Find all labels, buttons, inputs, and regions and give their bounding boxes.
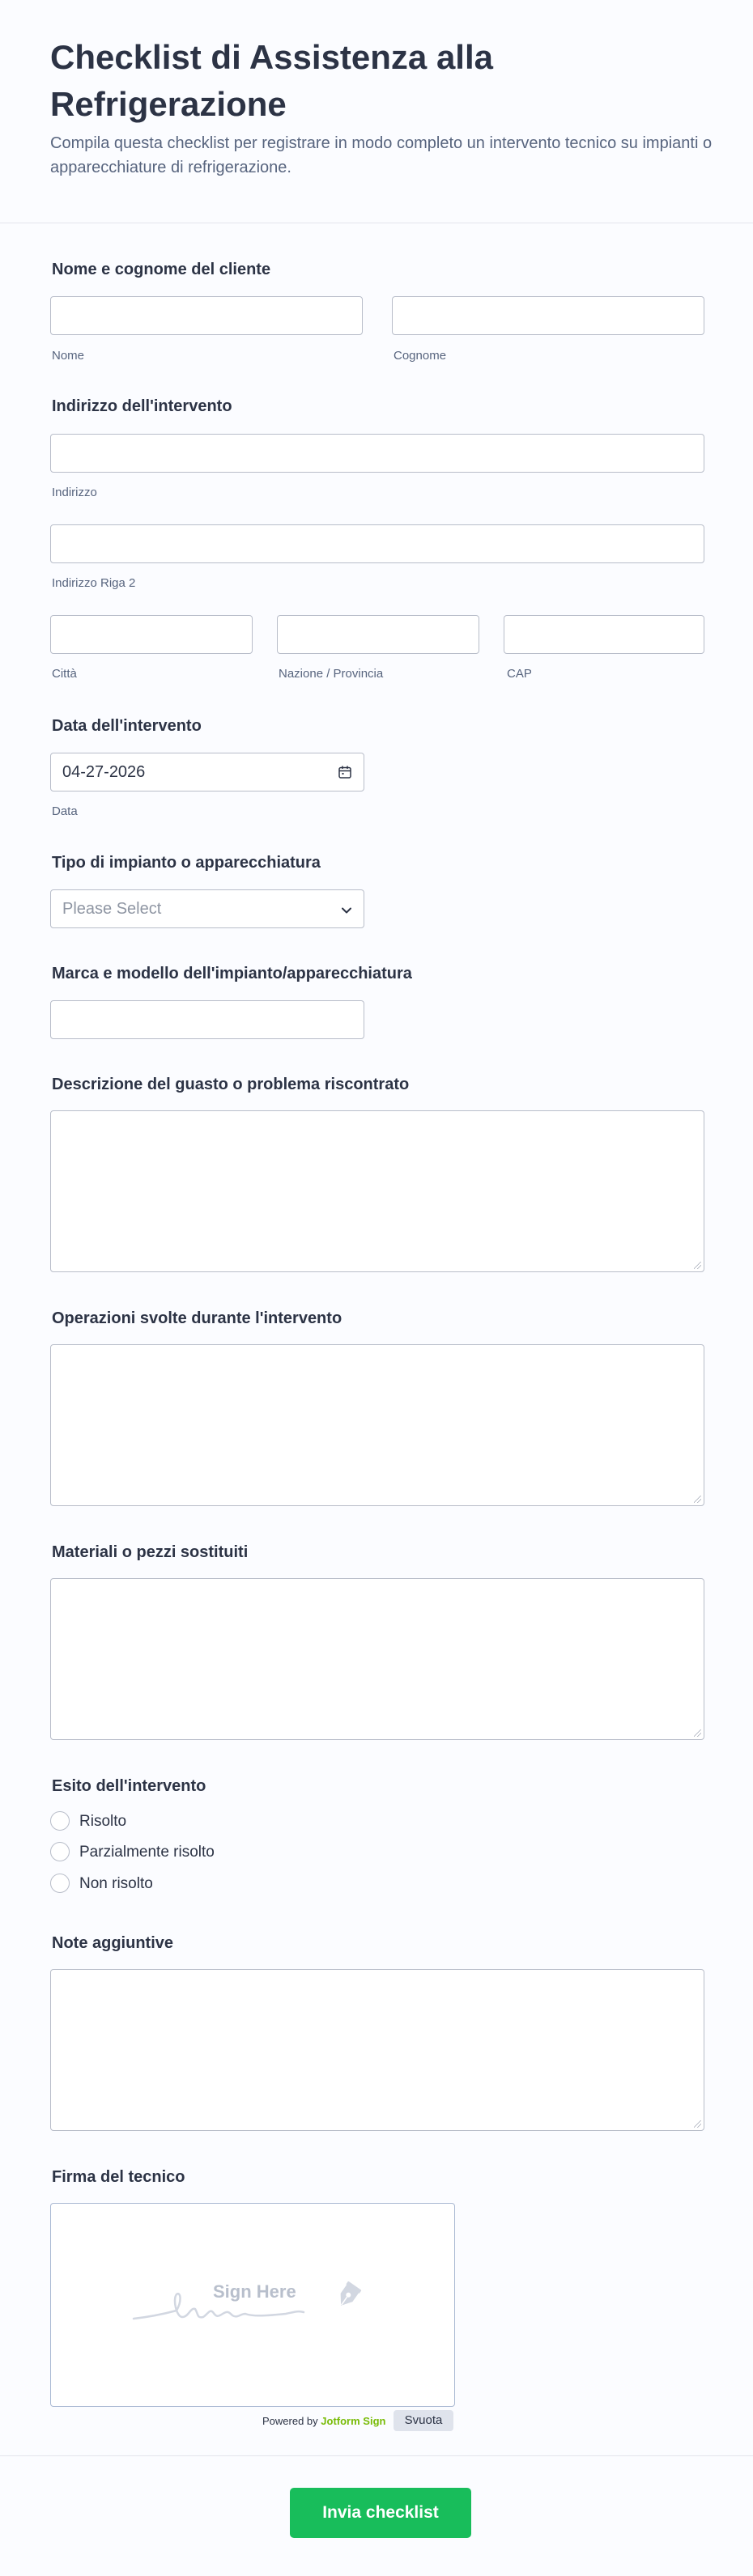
zip-input[interactable] bbox=[504, 615, 704, 654]
address-line1-input[interactable] bbox=[50, 434, 704, 473]
date-value: 04-27-2026 bbox=[62, 763, 146, 781]
first-name-sublabel: Nome bbox=[52, 349, 85, 363]
notes-label: Note aggiuntive bbox=[52, 1934, 174, 1952]
radio-circle[interactable] bbox=[50, 1874, 70, 1893]
equipment-type-select[interactable] bbox=[50, 889, 364, 928]
state-input[interactable] bbox=[277, 615, 479, 654]
fault-description-textarea[interactable] bbox=[50, 1110, 704, 1272]
powered-prefix: Powered by bbox=[262, 2415, 318, 2427]
radio-label: Non risolto bbox=[79, 1875, 153, 1892]
brand-model-input[interactable] bbox=[50, 1000, 364, 1039]
footer-divider bbox=[0, 2455, 753, 2456]
materials-label: Materiali o pezzi sostituiti bbox=[52, 1543, 249, 1561]
last-name-input[interactable] bbox=[392, 296, 704, 335]
outcome-label: Esito dell'intervento bbox=[52, 1777, 206, 1795]
clear-signature-button[interactable]: Svuota bbox=[394, 2410, 453, 2431]
address-label: Indirizzo dell'intervento bbox=[52, 397, 232, 415]
powered-brand: Jotform Sign bbox=[321, 2415, 386, 2427]
radio-label: Parzialmente risolto bbox=[79, 1844, 215, 1861]
customer-name-label: Nome e cognome del cliente bbox=[52, 261, 271, 278]
city-sublabel: Città bbox=[52, 667, 77, 681]
date-sublabel: Data bbox=[52, 804, 78, 818]
first-name-input[interactable] bbox=[50, 296, 363, 335]
signature-label: Firma del tecnico bbox=[52, 2168, 185, 2186]
signature-pad[interactable] bbox=[50, 2203, 455, 2407]
materials-textarea[interactable] bbox=[50, 1578, 704, 1740]
date-label: Data dell'intervento bbox=[52, 717, 202, 735]
state-sublabel: Nazione / Provincia bbox=[279, 667, 384, 681]
sign-here-text: Sign Here bbox=[213, 2281, 296, 2302]
equipment-type-label: Tipo di impianto o apparecchiatura bbox=[52, 854, 321, 872]
pen-nib-icon bbox=[328, 2281, 365, 2314]
date-input[interactable] bbox=[50, 753, 364, 791]
form-header bbox=[0, 0, 753, 223]
last-name-sublabel: Cognome bbox=[394, 349, 447, 363]
form-title: Checklist di Assistenza alla Refrigerazione bbox=[50, 38, 494, 123]
form-subtitle: Compila questa checklist per registrare in modo completo un intervento tecnico su impianti o apparecchiature di refrigerazione. bbox=[50, 134, 713, 176]
address-line2-input[interactable] bbox=[50, 524, 704, 563]
notes-textarea[interactable] bbox=[50, 1969, 704, 2131]
equipment-type-placeholder: Please Select bbox=[62, 900, 162, 918]
calendar-icon[interactable] bbox=[338, 765, 352, 779]
address-line2-sublabel: Indirizzo Riga 2 bbox=[52, 576, 136, 590]
chevron-down-icon bbox=[339, 903, 354, 918]
city-input[interactable] bbox=[50, 615, 253, 654]
submit-button[interactable]: Invia checklist bbox=[290, 2488, 471, 2538]
powered-by bbox=[262, 2415, 385, 2427]
zip-sublabel: CAP bbox=[507, 667, 532, 681]
radio-circle[interactable] bbox=[50, 1842, 70, 1861]
radio-label: Risolto bbox=[79, 1813, 127, 1830]
address-line1-sublabel: Indirizzo bbox=[52, 486, 97, 499]
radio-circle[interactable] bbox=[50, 1811, 70, 1831]
brand-model-label: Marca e modello dell'impianto/apparecchiatura bbox=[52, 965, 412, 982]
operations-textarea[interactable] bbox=[50, 1344, 704, 1506]
fault-description-label: Descrizione del guasto o problema riscontrato bbox=[52, 1076, 410, 1093]
operations-label: Operazioni svolte durante l'intervento bbox=[52, 1309, 342, 1327]
